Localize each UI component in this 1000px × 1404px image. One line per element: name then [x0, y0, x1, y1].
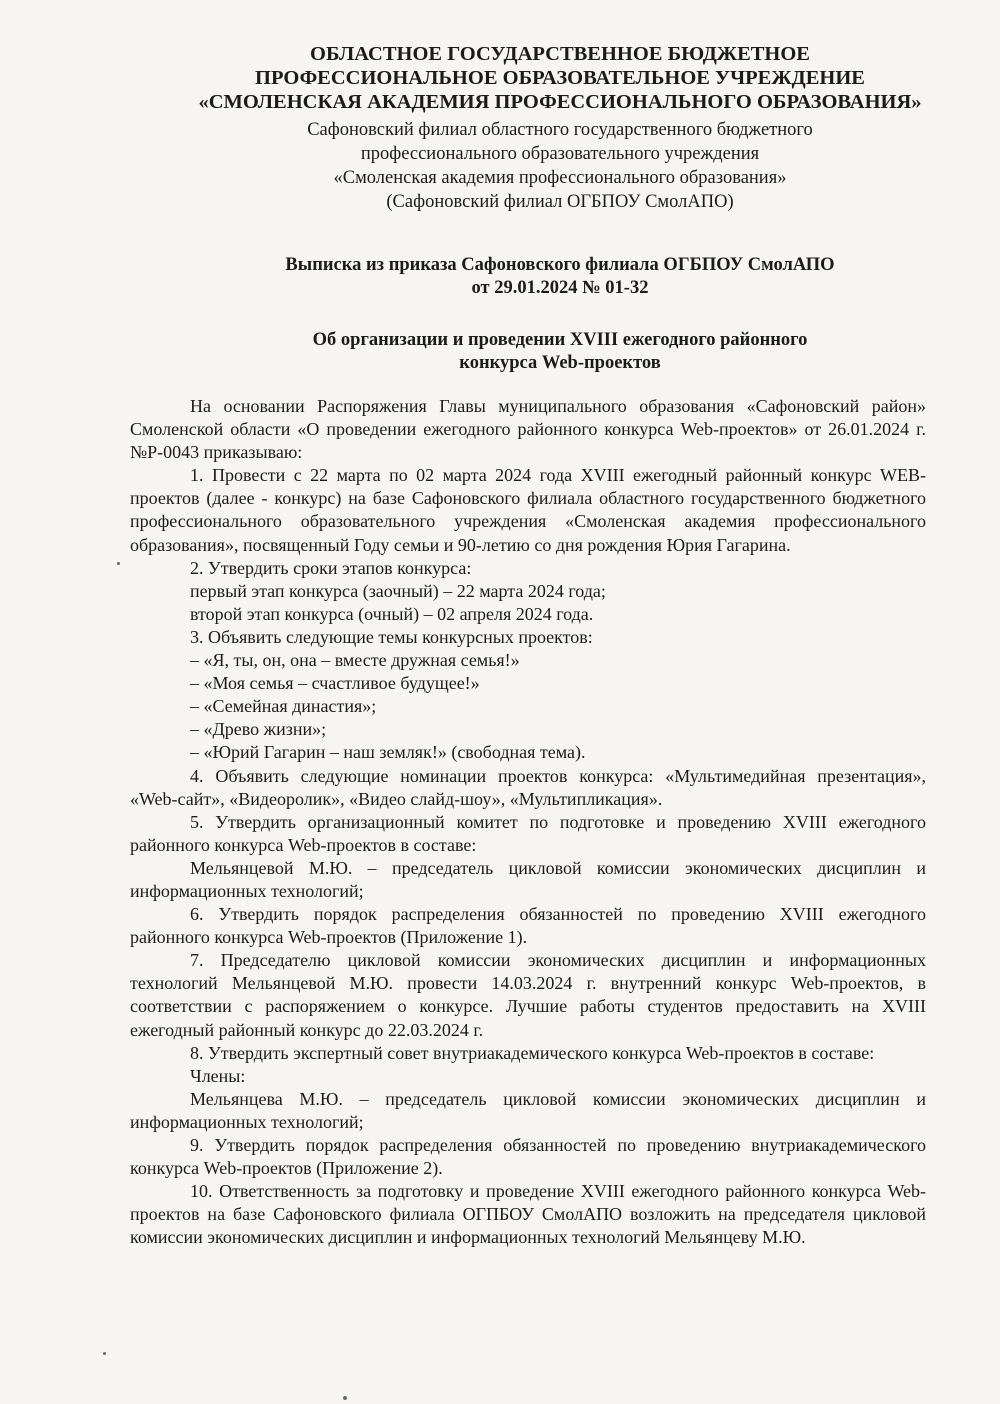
item-1: 1. Провести с 22 марта по 02 марта 2024 года XVIII ежегодный районный конкурс WEB-проектов (далее - конкурс) на базе Сафоновского филиала областного государственного бюджетного профессионального образовательного учреждения «Смоленская академия профессионального образования», посвященный Году семьи и 90-летию со дня рождения Юрия Гагарина. — [130, 465, 926, 555]
branch-line-1: Сафоновский филиал областного государственного бюджетного — [307, 120, 813, 140]
item-8-member: Мельянцева М.Ю. – председатель цикловой комиссии экономических дисциплин и информационных технологий; — [130, 1088, 926, 1132]
org-line-3: «СМОЛЕНСКАЯ АКАДЕМИЯ ПРОФЕССИОНАЛЬНОГО ОБРАЗОВАНИЯ» — [198, 91, 922, 113]
subject-line-1: Об организации и проведении XVIII ежегодного районного — [312, 330, 808, 350]
subject-line-2: конкурса Web-проектов — [459, 353, 661, 373]
branch-header — [120, 118, 1000, 214]
item-5-member: Мельянцевой М.Ю. – председатель цикловой комиссии экономических дисциплин и информационных технологий; — [130, 857, 926, 901]
branch-line-4: (Сафоновский филиал ОГБПОУ СмолАПО) — [386, 192, 734, 212]
branch-line-3: «Смоленская академия профессионального образования» — [333, 168, 787, 188]
extract-line-2: от 29.01.2024 № 01-32 — [471, 278, 649, 298]
organization-header — [120, 42, 1000, 114]
item-4: 4. Объявить следующие номинации проектов конкурса: «Мультимедийная презентация», «Web-сайт», «Видеоролик», «Видео слайд-шоу», «Мультипликация». — [130, 765, 926, 809]
item-2-stage-1: первый этап конкурса (заочный) – 22 марта 2024 года; — [190, 580, 606, 601]
intro-paragraph: На основании Распоряжения Главы муниципального образования «Сафоновский район» Смоленской области «О проведении ежегодного районного конкурса Web-проектов» от 26.01.2024 г. №Р-0043 приказываю: — [130, 396, 926, 463]
org-line-2: ПРОФЕССИОНАЛЬНОЕ ОБРАЗОВАТЕЛЬНОЕ УЧРЕЖДЕНИЕ — [255, 67, 865, 89]
item-3: 3. Объявить следующие темы конкурсных проектов: — [190, 626, 593, 647]
item-2-stage-2: второй этап конкурса (очный) – 02 апреля 2024 года. — [190, 603, 594, 624]
item-9: 9. Утвердить порядок распределения обязанностей по проведению внутриакадемического конкурса Web-проектов (Приложение 2). — [130, 1135, 926, 1179]
theme-item: – «Древо жизни»; — [190, 719, 327, 740]
item-10: 10. Ответственность за подготовку и проведение XVIII ежегодного районного конкурса Web-проектов на базе Сафоновского филиала ОГПБОУ СмолАПО возложить на председателя цикловой комиссии экономических дисциплин и информационных технологий Мельянцеву М.Ю. — [130, 1181, 926, 1248]
order-extract-title — [120, 254, 1000, 300]
item-7: 7. Председателю цикловой комиссии экономических дисциплин и информационных технологий Мельянцевой М.Ю. провести 14.03.2024 г. внутренний конкурс Web-проектов, в соответствии с распоряжением о конкурсе. Лучшие работы студентов предоставить на XVIII ежегодный районный конкурс до 22.03.2024 г. — [130, 950, 926, 1040]
order-subject — [120, 329, 1000, 375]
item-2: 2. Утвердить сроки этапов конкурса: — [190, 557, 472, 578]
scan-speck — [117, 562, 120, 565]
theme-item: – «Семейная династия»; — [190, 696, 377, 717]
scan-speck — [343, 1396, 347, 1400]
order-body — [130, 395, 926, 1249]
theme-item: – «Моя семья – счастливое будущее!» — [190, 673, 480, 694]
theme-item: – «Юрий Гагарин – наш земляк!» (свободная тема). — [190, 742, 586, 763]
branch-line-2: профессионального образовательного учреждения — [360, 144, 760, 164]
item-8: 8. Утвердить экспертный совет внутриакадемического конкурса Web-проектов в составе: — [190, 1042, 875, 1063]
item-6: 6. Утвердить порядок распределения обязанностей по проведению XVIII ежегодного районного конкурса Web-проектов (Приложение 1). — [130, 904, 926, 948]
org-line-1: ОБЛАСТНОЕ ГОСУДАРСТВЕННОЕ БЮДЖЕТНОЕ — [310, 43, 810, 65]
scan-speck — [103, 1352, 106, 1355]
item-8-members-label: Члены: — [190, 1065, 246, 1086]
theme-item: – «Я, ты, он, она – вместе дружная семья!» — [190, 650, 520, 671]
item-5: 5. Утвердить организационный комитет по подготовке и проведению XVIII ежегодного районного конкурса Web-проектов в составе: — [130, 811, 926, 855]
extract-line-1: Выписка из приказа Сафоновского филиала ОГБПОУ СмолАПО — [285, 255, 835, 275]
